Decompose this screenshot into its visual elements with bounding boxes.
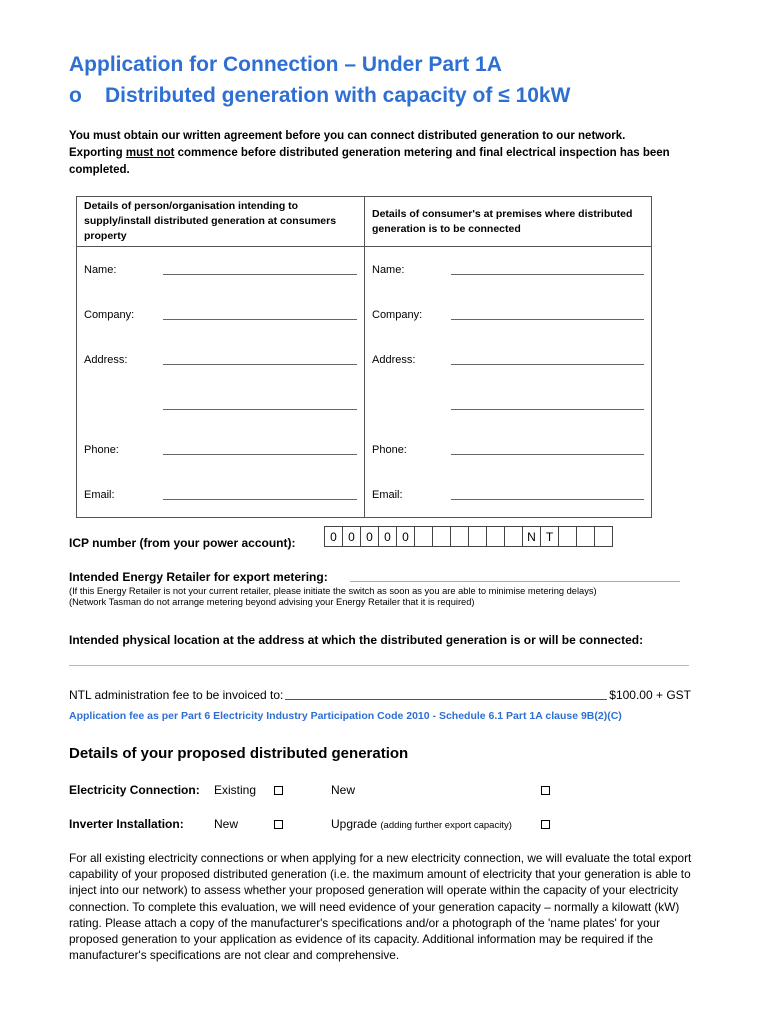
- fee-amount: $100.00 + GST: [609, 688, 691, 702]
- retailer-label: Intended Energy Retailer for export metering:: [69, 570, 328, 584]
- icp-cell[interactable]: [576, 526, 595, 547]
- consumer-phone-label: Phone:: [372, 443, 407, 456]
- form-subtitle: [69, 84, 570, 108]
- icp-cell[interactable]: 0: [360, 526, 379, 547]
- consumer-address-label: Address:: [372, 353, 416, 366]
- icp-cell[interactable]: N: [522, 526, 541, 547]
- icp-number-grid[interactable]: [325, 526, 613, 547]
- icp-label: ICP number (from your power account):: [69, 536, 296, 550]
- icp-cell[interactable]: 0: [396, 526, 415, 547]
- consumer-address-field-2[interactable]: [451, 399, 644, 410]
- fee-row: [69, 688, 691, 702]
- connection-label: Electricity Connection:: [69, 783, 200, 797]
- icp-cell[interactable]: [486, 526, 505, 547]
- intro-line1: You must obtain our written agreement before you can connect distributed generation to our network.: [69, 130, 626, 142]
- installer-address-label: Address:: [84, 353, 128, 366]
- inverter-new-label: New: [214, 817, 239, 831]
- installer-email-field[interactable]: [163, 489, 357, 500]
- icp-cell[interactable]: T: [540, 526, 559, 547]
- installer-fields: [77, 247, 365, 518]
- location-field[interactable]: [69, 665, 689, 666]
- form-title: Application for Connection – Under Part 1A: [69, 53, 502, 76]
- icp-cell[interactable]: [558, 526, 577, 547]
- intro-post: commence before distributed generation metering and final electrical inspection has been completed.: [69, 147, 670, 176]
- bullet-marker: o: [69, 84, 82, 107]
- inverter-new-checkbox[interactable]: [274, 820, 283, 829]
- installer-company-field[interactable]: [163, 309, 357, 320]
- installer-name-field[interactable]: [163, 264, 357, 275]
- intro-emphasis: must not: [125, 147, 175, 159]
- section-heading: Details of your proposed distributed generation: [69, 745, 409, 762]
- inverter-label: Inverter Installation:: [69, 817, 184, 831]
- retailer-note-1: (If this Energy Retailer is not your current retailer, please initiate the switch as soon as you are able to minimise metering delays): [69, 586, 597, 596]
- evaluation-paragraph: For all existing electricity connections or when applying for a new electricity connection, we will evaluate the total export capability of your proposed distributed generation (i.e. the maximum amount of electricity that your generation is able to inject into our network) to assess whether your proposed generation will operate within the capacity of your electricity connection. To complete this evaluation, we will need evidence of your generation capacity – normally a kilowatt (kW) rating. Please attach a copy of the manufacturer's specifications and/or a photograph of the 'name plates' for your proposed generation to your application as evidence of its capacity. Additional information may be required if the manufacturer's specifications are not clear and comprehensive.: [69, 851, 692, 963]
- consumer-email-label: Email:: [372, 488, 403, 501]
- icp-cell[interactable]: [468, 526, 487, 547]
- icp-cell[interactable]: 0: [324, 526, 343, 547]
- consumer-company-label: Company:: [372, 308, 423, 321]
- icp-cell[interactable]: [594, 526, 613, 547]
- consumer-phone-field[interactable]: [451, 444, 644, 455]
- new-connection-checkbox[interactable]: [541, 786, 550, 795]
- consumer-address-field[interactable]: [451, 354, 644, 365]
- subtitle-text: Distributed generation with capacity of ≤ 10kW: [105, 84, 571, 107]
- consumer-email-field[interactable]: [451, 489, 644, 500]
- intro-pre: Exporting: [69, 147, 126, 159]
- consumer-name-field[interactable]: [451, 264, 644, 275]
- upgrade-label: [331, 817, 512, 831]
- consumer-name-label: Name:: [372, 263, 405, 276]
- installer-phone-field[interactable]: [163, 444, 357, 455]
- retailer-field[interactable]: [350, 581, 680, 582]
- installer-email-label: Email:: [84, 488, 115, 501]
- fee-label: NTL administration fee to be invoiced to:: [69, 688, 284, 702]
- installer-company-label: Company:: [84, 308, 135, 321]
- intro-text: [69, 128, 709, 179]
- location-label: Intended physical location at the address at which the distributed generation is or will be connected:: [69, 633, 644, 647]
- application-fee-note: Application fee as per Part 6 Electricity Industry Participation Code 2010 - Schedule 6.1 Part 1A clause 9B(2)(C): [69, 710, 622, 722]
- details-table: [76, 196, 652, 518]
- installer-header: Details of person/organisation intending to supply/install distributed generation at consumers property: [77, 197, 365, 247]
- upgrade-text: Upgrade: [331, 817, 378, 831]
- consumer-header: Details of consumer's at premises where distributed generation is to be connected: [365, 197, 652, 247]
- fee-invoice-field[interactable]: [285, 688, 607, 700]
- installer-name-label: Name:: [84, 263, 117, 276]
- icp-cell[interactable]: [450, 526, 469, 547]
- retailer-note-2: (Network Tasman do not arrange metering beyond advising your Energy Retailer that it is required): [69, 597, 475, 607]
- installer-address-field[interactable]: [163, 354, 357, 365]
- new-connection-label: New: [331, 783, 356, 797]
- installer-phone-label: Phone:: [84, 443, 119, 456]
- icp-cell[interactable]: [504, 526, 523, 547]
- icp-cell[interactable]: [432, 526, 451, 547]
- consumer-company-field[interactable]: [451, 309, 644, 320]
- intro-line2: [69, 145, 709, 179]
- existing-label: Existing: [214, 783, 257, 797]
- icp-cell[interactable]: [414, 526, 433, 547]
- icp-cell[interactable]: 0: [378, 526, 397, 547]
- icp-cell[interactable]: 0: [342, 526, 361, 547]
- installer-address-field-2[interactable]: [163, 399, 357, 410]
- upgrade-note: (adding further export capacity): [380, 820, 512, 831]
- upgrade-checkbox[interactable]: [541, 820, 550, 829]
- existing-checkbox[interactable]: [274, 786, 283, 795]
- consumer-fields: [365, 247, 652, 518]
